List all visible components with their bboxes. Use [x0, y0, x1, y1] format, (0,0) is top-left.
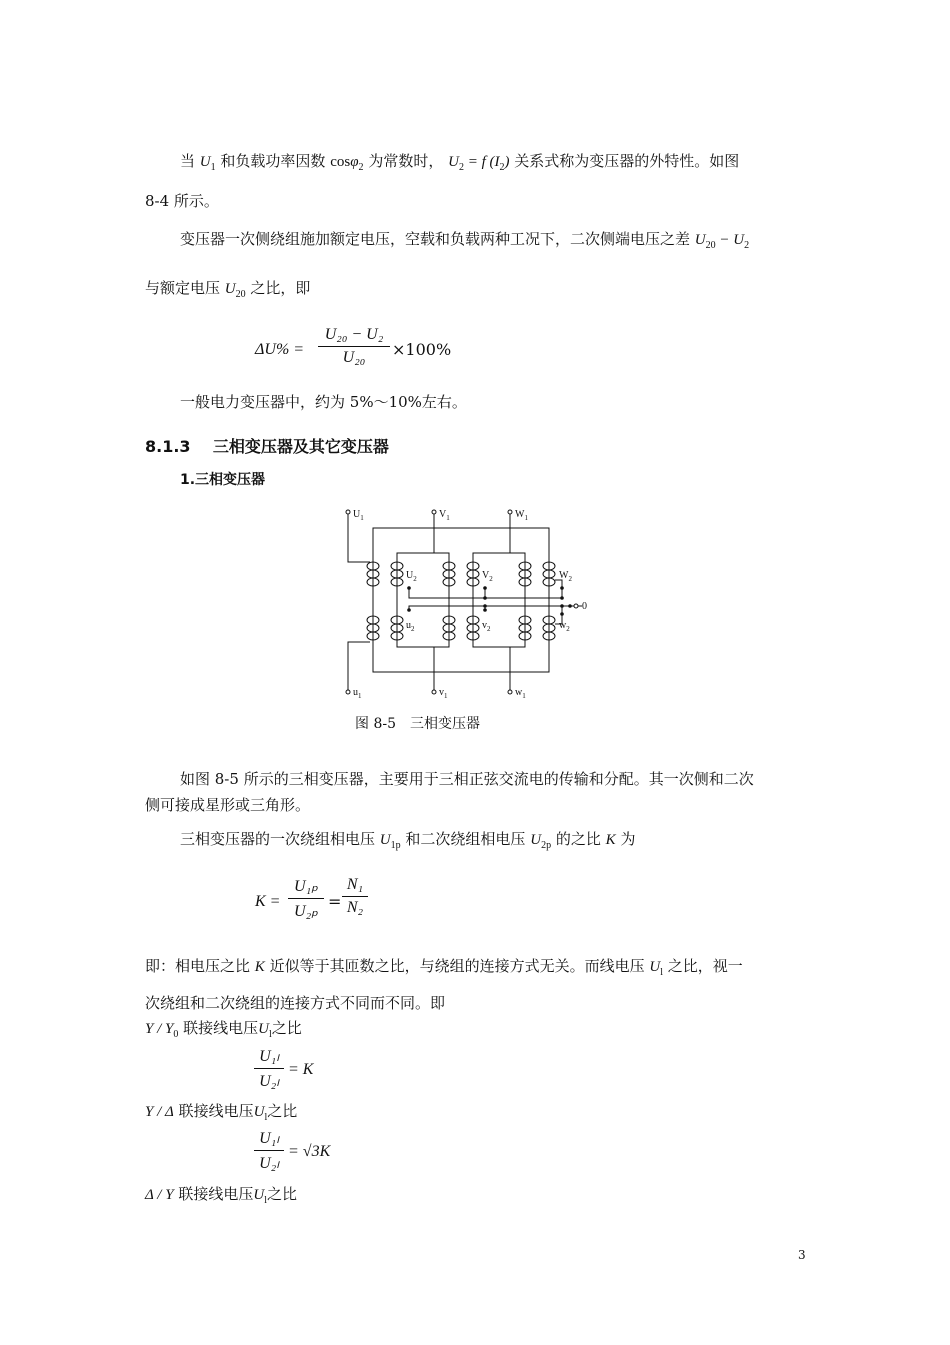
bus-lines [409, 580, 582, 624]
fraction-bar [288, 898, 324, 899]
subsection-heading: 1.三相变压器 [180, 472, 266, 488]
coils-left-leg [367, 562, 403, 640]
phi-symbol: $\varphi_2$ [350, 154, 364, 173]
label-w1: $w_1$ [515, 687, 526, 700]
formula-4-rhs: = √3K [288, 1143, 331, 1160]
label-V1: $V_1$ [439, 509, 450, 522]
text: 与额定电压 [145, 279, 221, 297]
label-V2: $V_2$ [482, 570, 493, 583]
ul-symbol: $U_l$ [253, 1104, 268, 1123]
lead-u1 [348, 642, 370, 690]
numerator: U₁ₗ [259, 1048, 279, 1065]
terminals [346, 510, 578, 694]
text: 的之比 [555, 830, 601, 848]
formula-3-rhs: = K [288, 1061, 314, 1078]
u2p-symbol: $U_{2p}$ [530, 832, 552, 851]
cos-symbol: cos [330, 154, 351, 170]
label-text: Y / Y [145, 1021, 174, 1037]
u20-minus-u2: $U_{20} - U_2$ [694, 232, 750, 251]
text: 之比 [266, 1185, 297, 1203]
text: 联接线电压 [178, 1102, 254, 1120]
formula-2-fraction-1 [288, 876, 324, 921]
para-4-line-2: 侧可接成星形或三角形。 [145, 796, 311, 814]
label-v1: $v_1$ [439, 687, 448, 700]
conn-1 [145, 1019, 302, 1041]
u1p-symbol: $U_{1p}$ [379, 832, 401, 851]
label-U2: $U_2$ [406, 570, 417, 583]
figure-caption: 图 8-5 三相变压器 [355, 716, 480, 732]
u2-eq: $U_2 = f$ $(I_2)$ [448, 154, 510, 173]
core-window-right [473, 553, 525, 647]
label-w2: $w_2$ [559, 620, 570, 633]
formula-1-fraction [318, 326, 390, 367]
page-number: 3 [798, 1248, 806, 1262]
fraction-bar [254, 1150, 284, 1151]
ul-symbol: $U_l$ [649, 959, 664, 978]
label-u2: $u_2$ [406, 620, 415, 633]
text: 当 [180, 152, 196, 170]
formula-2-eq: = [328, 892, 342, 911]
text: 和负载功率因数 [220, 152, 326, 170]
text: 和二次绕组相电压 [405, 830, 526, 848]
text: 之比 [267, 1102, 298, 1120]
label-v2: $v_2$ [482, 620, 491, 633]
text: 为 [620, 830, 636, 848]
lead-U1 [348, 514, 370, 562]
denominator: N₂ [346, 899, 364, 916]
para-6-line-2: 次绕组和二次绕组的连接方式不同而不同。即 [145, 994, 446, 1012]
para-5 [180, 830, 635, 852]
three-phase-transformer-diagram [330, 502, 600, 702]
formula-2-lhs: K = [255, 893, 281, 910]
para-4-line-1: 如图 8-5 所示的三相变压器，主要用于三相正弦交流电的传输和分配。其一次侧和二次 [180, 770, 754, 788]
numerator: N₁ [346, 876, 364, 893]
label-u1: $u_1$ [353, 687, 362, 700]
denominator: U₂ₗ [259, 1073, 279, 1090]
fraction-bar [318, 346, 390, 347]
formula-1-lhs: ΔU% = [255, 341, 305, 358]
para-1-line-2: 8-4 所示。 [145, 192, 219, 210]
k-symbol: K [605, 832, 616, 848]
numerator: U₁ₚ [294, 878, 318, 895]
label-sub: 0 [173, 1029, 179, 1040]
text: 关系式称为变压器的外特性。如图 [514, 152, 740, 170]
section-number: 8.1.3 [145, 437, 191, 456]
core-window-left [397, 553, 449, 647]
ul-symbol: $U_l$ [258, 1021, 272, 1040]
denominator: U₂₀ [342, 349, 366, 366]
label-W1: $W_1$ [515, 509, 528, 522]
conn-label: Y / Δ [145, 1104, 174, 1120]
k-symbol: K [254, 959, 265, 975]
conn-2 [145, 1102, 297, 1124]
coils-middle-leg [443, 562, 479, 640]
conn-label: Δ / Y [145, 1187, 174, 1203]
para-6-line-1 [145, 957, 743, 979]
fraction-bar [254, 1068, 284, 1069]
section-heading [145, 437, 389, 456]
para-3: 一般电力变压器中，约为 5%～10%左右。 [180, 393, 467, 411]
text: 变压器一次侧绕组施加额定电压，空载和负载两种工况下，二次侧端电压之差 [180, 230, 691, 248]
paren: ) [504, 154, 510, 170]
u1-symbol: $U_1$ [199, 154, 216, 173]
numerator: U₂₀ − U₂ [324, 326, 384, 343]
denominator: U₂ₚ [294, 903, 318, 920]
text: 即：相电压之比 [145, 957, 251, 975]
text: 三相变压器的一次绕组相电压 [180, 830, 376, 848]
text: 联接线电压 [178, 1185, 254, 1203]
denominator: U₂ₗ [259, 1155, 279, 1172]
section-title: 三相变压器及其它变压器 [212, 437, 389, 456]
eq-text: = f (I [467, 154, 500, 170]
text: 之比 [271, 1019, 302, 1037]
para-2-line-1 [180, 230, 749, 252]
fraction-bar [342, 896, 368, 897]
label-W2: $W_2$ [559, 570, 572, 583]
label-0: 0 [582, 601, 587, 612]
junction-dots [407, 586, 572, 616]
ul-symbol: $U_l$ [253, 1187, 267, 1206]
text: 之比，视一 [667, 957, 743, 975]
conn-3 [145, 1185, 297, 1207]
conn-label [145, 1021, 179, 1040]
para-1-line-1 [180, 152, 739, 174]
text: 联接线电压 [183, 1019, 259, 1037]
formula-3-fraction [254, 1046, 284, 1091]
phi-char: φ [350, 154, 359, 170]
coils-right-leg [519, 562, 555, 640]
u20-symbol: $U_{20}$ [224, 281, 246, 300]
outer-core [373, 528, 549, 672]
text: 之比，即 [250, 279, 311, 297]
numerator: U₁ₗ [259, 1130, 279, 1147]
label-U1: $U_1$ [353, 509, 364, 522]
text: 为常数时， [368, 152, 444, 170]
text: 近似等于其匝数之比，与绕组的连接方式无关。而线电压 [269, 957, 645, 975]
formula-2-fraction-2 [342, 876, 368, 917]
formula-1-rhs: ×100% [392, 340, 452, 359]
para-2-line-2 [145, 279, 310, 301]
formula-4-fraction [254, 1128, 284, 1173]
